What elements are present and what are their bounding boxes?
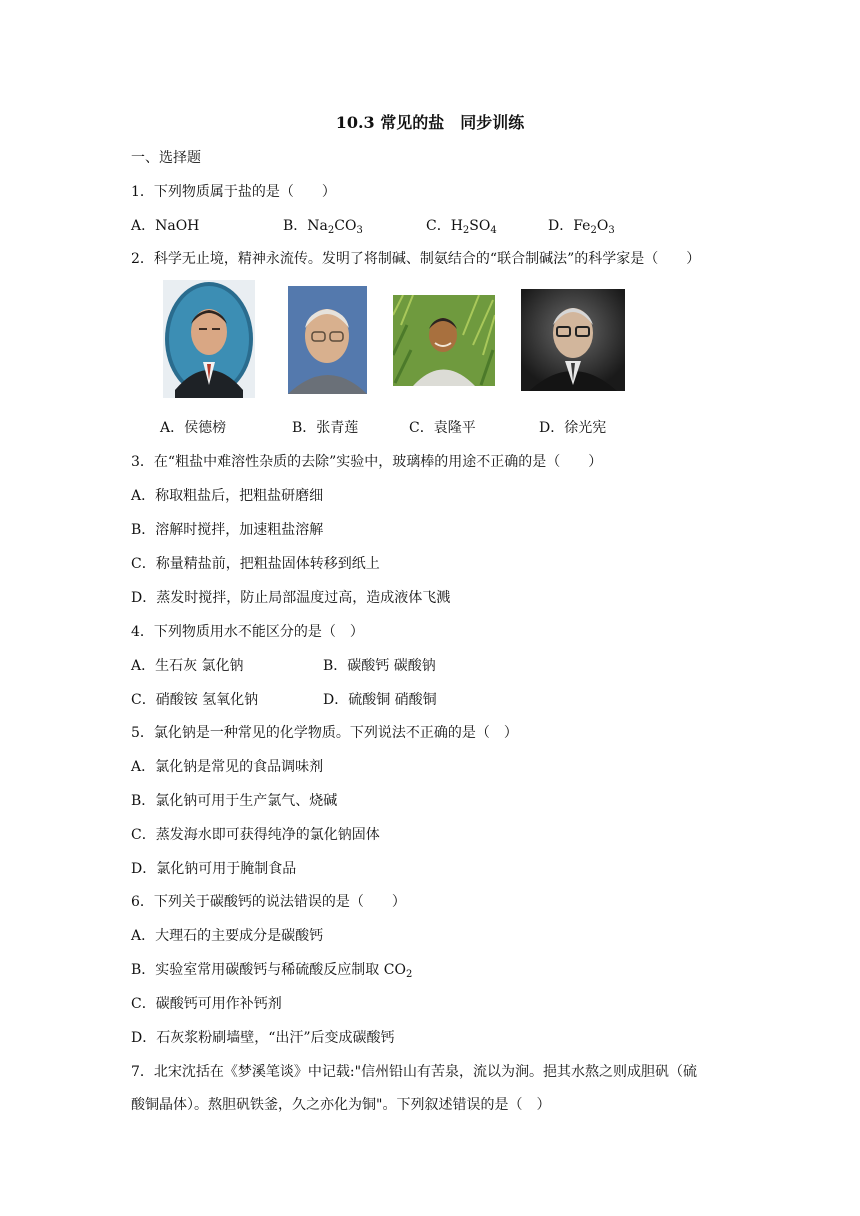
question-3-option-b: B．溶解时搅拌，加速粗盐溶解: [131, 522, 324, 538]
scientist-photo-b: [288, 286, 367, 394]
section-heading: 一、选择题: [131, 150, 201, 166]
scientist-photo-c: [393, 295, 495, 386]
question-1-option-a: A．NaOH: [131, 218, 200, 234]
question-6-option-d: D．石灰浆粉刷墙壁，“出汗”后变成碳酸钙: [131, 1030, 395, 1046]
scientist-photo-a: [163, 280, 255, 398]
question-5-stem: 5．氯化钠是一种常见的化学物质。下列说法不正确的是（ ）: [131, 725, 518, 741]
question-2-option-b: B．张青莲: [292, 420, 359, 436]
question-2-option-a: A．侯德榜: [160, 420, 227, 436]
question-1-option-c: C．$H_2SO_4$: [426, 218, 497, 236]
question-5-option-d: D．氯化钠可用于腌制食品: [131, 861, 297, 877]
question-5-option-c: C．蒸发海水即可获得纯净的氯化钠固体: [131, 827, 380, 843]
question-3-stem: 3．在“粗盐中难溶性杂质的去除”实验中，玻璃棒的用途不正确的是（ ）: [131, 454, 603, 470]
question-6-stem: 6．下列关于碳酸钙的说法错误的是（ ）: [131, 894, 406, 910]
question-3-option-a: A．称取粗盐后，把粗盐研磨细: [131, 488, 324, 504]
question-7-stem-line-1: 7．北宋沈括在《梦溪笔谈》中记载:"信州铅山有苦泉，流以为涧。挹其水熬之则成胆矾（硫: [131, 1064, 698, 1080]
question-7-stem-line-2: 酸铜晶体）。熬胆矾铁釜，久之亦化为铜"。下列叙述错误的是（ ）: [131, 1097, 551, 1113]
page-title: 10.3 常见的盐 同步训练: [335, 113, 525, 132]
question-1-option-b: B．$Na_2CO_3$: [283, 218, 363, 236]
question-4-option-b: B．碳酸钙 碳酸钠: [323, 658, 436, 674]
scientist-photo-d: [521, 289, 625, 391]
question-4-option-c: C．硝酸铵 氢氧化钠: [131, 692, 259, 708]
question-6-option-a: A．大理石的主要成分是碳酸钙: [131, 928, 324, 944]
question-1-stem: 1．下列物质属于盐的是（ ）: [131, 184, 336, 200]
portrait-image: [521, 289, 625, 391]
question-2-option-d: D．徐光宪: [539, 420, 607, 436]
portrait-image: [393, 295, 495, 386]
question-4-option-d: D．硫酸铜 硝酸铜: [323, 692, 437, 708]
question-4-stem: 4．下列物质用水不能区分的是（ ）: [131, 624, 364, 640]
question-5-option-a: A．氯化钠是常见的食品调味剂: [131, 759, 324, 775]
question-5-option-b: B．氯化钠可用于生产氯气、烧碱: [131, 793, 338, 809]
question-2-option-c: C．袁隆平: [409, 420, 476, 436]
question-2-stem: 2．科学无止境，精神永流传。发明了将制碱、制氨结合的“联合制碱法”的科学家是（ ）: [131, 251, 701, 267]
question-6-option-c: C．碳酸钙可用作补钙剂: [131, 996, 282, 1012]
question-4-option-a: A．生石灰 氯化钠: [131, 658, 244, 674]
question-6-option-b: B．实验室常用碳酸钙与稀硫酸反应制取 $CO_2$: [131, 962, 413, 980]
question-1-option-d: D．$Fe_2O_3$: [548, 218, 615, 236]
portrait-image: [163, 280, 255, 398]
portrait-image: [288, 286, 367, 394]
question-3-option-c: C．称量精盐前，把粗盐固体转移到纸上: [131, 556, 380, 572]
question-3-option-d: D．蒸发时搅拌，防止局部温度过高，造成液体飞溅: [131, 590, 451, 606]
